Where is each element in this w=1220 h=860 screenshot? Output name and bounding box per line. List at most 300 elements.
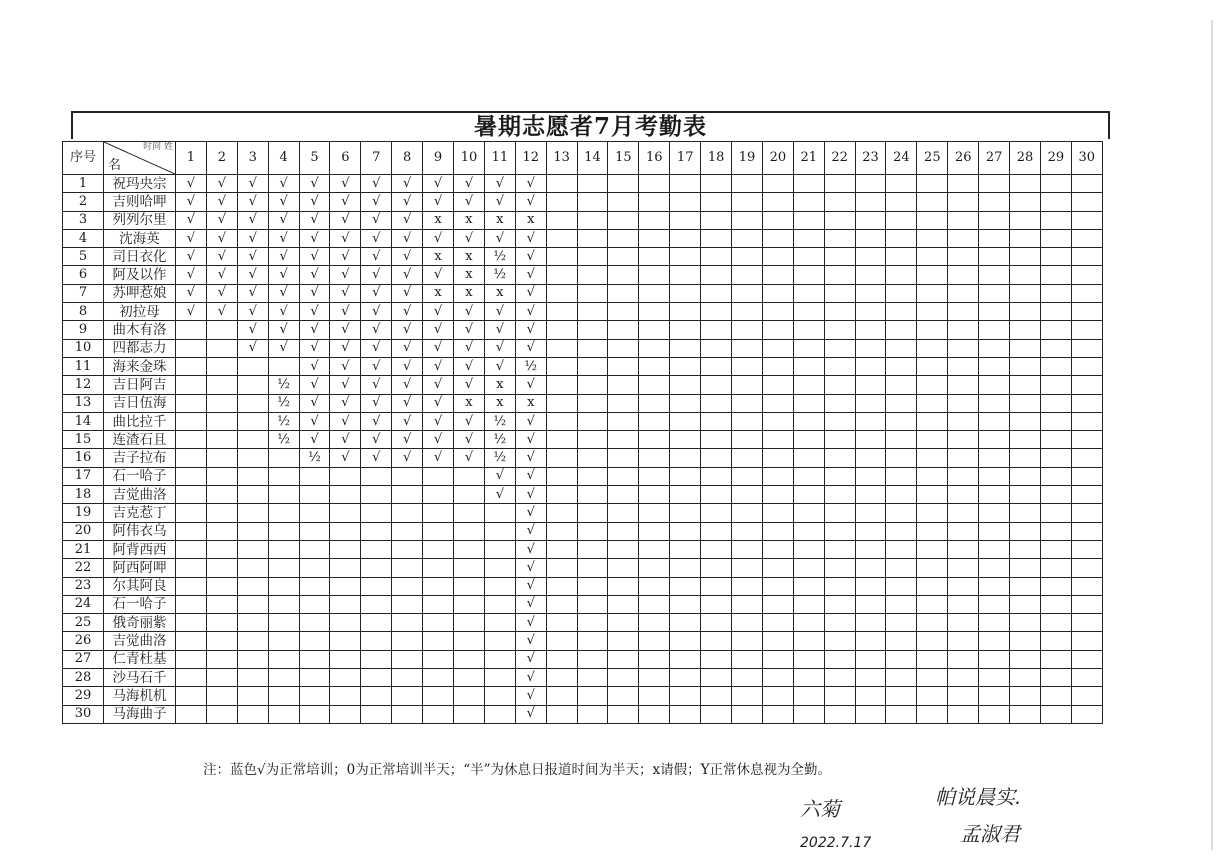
attendance-cell bbox=[701, 394, 732, 412]
attendance-cell bbox=[979, 376, 1010, 394]
attendance-cell bbox=[268, 449, 299, 467]
attendance-cell bbox=[577, 175, 608, 193]
attendance-cell bbox=[546, 467, 577, 485]
attendance-cell bbox=[917, 522, 948, 540]
attendance-cell bbox=[608, 614, 639, 632]
attendance-cell bbox=[639, 193, 670, 211]
attendance-cell bbox=[1010, 449, 1041, 467]
row-seq: 4 bbox=[63, 229, 104, 247]
row-name: 尔其阿良 bbox=[104, 577, 176, 595]
attendance-cell: √ bbox=[454, 357, 485, 375]
attendance-cell bbox=[1071, 412, 1102, 430]
attendance-cell bbox=[917, 376, 948, 394]
attendance-cell bbox=[608, 431, 639, 449]
attendance-cell bbox=[1071, 614, 1102, 632]
row-name: 苏呷惹娘 bbox=[104, 284, 176, 302]
row-name: 吉子拉布 bbox=[104, 449, 176, 467]
attendance-cell: √ bbox=[361, 394, 392, 412]
attendance-cell bbox=[299, 577, 330, 595]
attendance-cell bbox=[608, 376, 639, 394]
attendance-cell: x bbox=[454, 394, 485, 412]
attendance-cell bbox=[237, 522, 268, 540]
attendance-cell bbox=[762, 412, 793, 430]
header-day-20: 20 bbox=[762, 142, 793, 175]
attendance-cell: √ bbox=[392, 193, 423, 211]
row-name: 仁青杜基 bbox=[104, 650, 176, 668]
attendance-cell bbox=[886, 650, 917, 668]
attendance-cell: √ bbox=[515, 486, 546, 504]
attendance-cell bbox=[732, 357, 763, 375]
attendance-cell bbox=[670, 595, 701, 613]
attendance-cell bbox=[237, 577, 268, 595]
attendance-cell bbox=[979, 229, 1010, 247]
attendance-cell bbox=[546, 687, 577, 705]
attendance-cell bbox=[268, 669, 299, 687]
attendance-cell bbox=[732, 504, 763, 522]
attendance-cell bbox=[762, 284, 793, 302]
row-seq: 13 bbox=[63, 394, 104, 412]
attendance-cell: √ bbox=[330, 394, 361, 412]
attendance-cell bbox=[917, 650, 948, 668]
table-row bbox=[63, 175, 1103, 193]
attendance-cell bbox=[824, 357, 855, 375]
attendance-cell bbox=[917, 321, 948, 339]
attendance-cell bbox=[237, 394, 268, 412]
attendance-cell: x bbox=[454, 211, 485, 229]
row-name: 阿西阿呷 bbox=[104, 559, 176, 577]
attendance-cell bbox=[670, 522, 701, 540]
attendance-cell bbox=[855, 632, 886, 650]
attendance-cell bbox=[793, 504, 824, 522]
attendance-cell bbox=[237, 449, 268, 467]
attendance-cell: √ bbox=[330, 449, 361, 467]
attendance-cell bbox=[824, 577, 855, 595]
attendance-cell bbox=[639, 412, 670, 430]
attendance-cell: √ bbox=[454, 449, 485, 467]
attendance-cell bbox=[237, 540, 268, 558]
attendance-cell bbox=[917, 449, 948, 467]
attendance-cell: √ bbox=[361, 193, 392, 211]
attendance-cell bbox=[639, 266, 670, 284]
attendance-cell bbox=[979, 687, 1010, 705]
attendance-cell bbox=[1040, 394, 1071, 412]
attendance-cell: x bbox=[454, 266, 485, 284]
attendance-cell: √ bbox=[361, 321, 392, 339]
attendance-cell bbox=[979, 650, 1010, 668]
attendance-cell: √ bbox=[361, 211, 392, 229]
row-name: 吉日阿吉 bbox=[104, 376, 176, 394]
attendance-cell bbox=[484, 614, 515, 632]
attendance-cell bbox=[176, 559, 207, 577]
attendance-cell bbox=[670, 175, 701, 193]
attendance-cell bbox=[1010, 394, 1041, 412]
attendance-cell bbox=[701, 339, 732, 357]
row-seq: 17 bbox=[63, 467, 104, 485]
attendance-cell bbox=[608, 357, 639, 375]
attendance-cell bbox=[546, 522, 577, 540]
attendance-cell bbox=[268, 614, 299, 632]
attendance-cell bbox=[701, 559, 732, 577]
table-row bbox=[63, 394, 1103, 412]
attendance-cell bbox=[206, 705, 237, 723]
attendance-cell bbox=[206, 650, 237, 668]
attendance-cell bbox=[1071, 321, 1102, 339]
page-title: 暑期志愿者7月考勤表 bbox=[473, 113, 707, 140]
attendance-cell bbox=[732, 321, 763, 339]
attendance-cell bbox=[824, 376, 855, 394]
attendance-cell bbox=[701, 632, 732, 650]
attendance-cell bbox=[1010, 211, 1041, 229]
attendance-cell bbox=[886, 595, 917, 613]
attendance-cell: √ bbox=[330, 284, 361, 302]
attendance-cell bbox=[824, 339, 855, 357]
attendance-cell: √ bbox=[361, 357, 392, 375]
row-seq: 3 bbox=[63, 211, 104, 229]
attendance-cell bbox=[732, 614, 763, 632]
attendance-cell bbox=[917, 669, 948, 687]
attendance-cell bbox=[546, 357, 577, 375]
attendance-cell bbox=[855, 559, 886, 577]
legend-note: 注：蓝色√为正常培训；0为正常培训半天；“半”为休息日报道时间为半天；x请假；Y正常休息视为全勤。 bbox=[203, 762, 832, 778]
row-name: 吉克惹丁 bbox=[104, 504, 176, 522]
attendance-cell bbox=[546, 431, 577, 449]
attendance-cell bbox=[855, 211, 886, 229]
attendance-cell bbox=[639, 467, 670, 485]
attendance-cell bbox=[762, 486, 793, 504]
attendance-cell bbox=[824, 467, 855, 485]
attendance-cell bbox=[670, 449, 701, 467]
attendance-cell: √ bbox=[361, 248, 392, 266]
header-day-8: 8 bbox=[392, 142, 423, 175]
attendance-cell: √ bbox=[515, 467, 546, 485]
attendance-cell bbox=[1040, 449, 1071, 467]
attendance-cell bbox=[1040, 229, 1071, 247]
attendance-cell: √ bbox=[454, 339, 485, 357]
signature-3: 孟淑君 bbox=[960, 822, 1020, 846]
attendance-cell bbox=[546, 394, 577, 412]
attendance-cell bbox=[979, 467, 1010, 485]
attendance-cell: √ bbox=[423, 266, 454, 284]
attendance-cell: √ bbox=[237, 193, 268, 211]
attendance-cell: √ bbox=[515, 540, 546, 558]
row-seq: 21 bbox=[63, 540, 104, 558]
attendance-cell bbox=[639, 175, 670, 193]
attendance-cell bbox=[454, 650, 485, 668]
attendance-cell bbox=[732, 632, 763, 650]
attendance-cell bbox=[1071, 339, 1102, 357]
attendance-cell bbox=[176, 486, 207, 504]
attendance-cell bbox=[948, 595, 979, 613]
attendance-cell bbox=[176, 705, 207, 723]
attendance-cell bbox=[330, 467, 361, 485]
attendance-cell bbox=[1010, 632, 1041, 650]
attendance-cell bbox=[948, 687, 979, 705]
attendance-cell bbox=[670, 559, 701, 577]
attendance-cell bbox=[608, 449, 639, 467]
attendance-cell: √ bbox=[484, 357, 515, 375]
attendance-cell: √ bbox=[454, 303, 485, 321]
attendance-cell bbox=[608, 540, 639, 558]
attendance-cell bbox=[577, 339, 608, 357]
attendance-cell bbox=[793, 394, 824, 412]
table-row bbox=[63, 412, 1103, 430]
attendance-cell bbox=[917, 504, 948, 522]
attendance-cell bbox=[670, 211, 701, 229]
attendance-cell bbox=[824, 431, 855, 449]
attendance-cell bbox=[546, 577, 577, 595]
attendance-cell bbox=[1010, 467, 1041, 485]
attendance-cell bbox=[732, 248, 763, 266]
attendance-cell bbox=[423, 650, 454, 668]
attendance-cell bbox=[701, 614, 732, 632]
attendance-cell: √ bbox=[515, 504, 546, 522]
attendance-cell bbox=[546, 229, 577, 247]
attendance-cell bbox=[855, 229, 886, 247]
attendance-cell bbox=[701, 669, 732, 687]
attendance-cell bbox=[608, 632, 639, 650]
attendance-cell: √ bbox=[268, 321, 299, 339]
attendance-cell bbox=[639, 559, 670, 577]
attendance-cell bbox=[886, 705, 917, 723]
attendance-cell bbox=[701, 248, 732, 266]
attendance-cell bbox=[732, 339, 763, 357]
attendance-cell bbox=[206, 449, 237, 467]
header-day-21: 21 bbox=[793, 142, 824, 175]
attendance-cell bbox=[392, 559, 423, 577]
attendance-cell: √ bbox=[423, 229, 454, 247]
attendance-cell: √ bbox=[206, 193, 237, 211]
attendance-cell bbox=[423, 595, 454, 613]
attendance-cell bbox=[1071, 175, 1102, 193]
attendance-cell bbox=[299, 614, 330, 632]
table-row bbox=[63, 540, 1103, 558]
attendance-cell bbox=[206, 687, 237, 705]
attendance-cell bbox=[701, 193, 732, 211]
attendance-cell bbox=[577, 614, 608, 632]
attendance-cell bbox=[948, 577, 979, 595]
attendance-cell: √ bbox=[268, 303, 299, 321]
attendance-cell bbox=[330, 632, 361, 650]
attendance-cell bbox=[948, 284, 979, 302]
attendance-cell bbox=[577, 595, 608, 613]
header-day-3: 3 bbox=[237, 142, 268, 175]
header-day-16: 16 bbox=[639, 142, 670, 175]
attendance-cell bbox=[979, 248, 1010, 266]
attendance-cell bbox=[484, 632, 515, 650]
attendance-cell bbox=[732, 559, 763, 577]
attendance-cell: √ bbox=[361, 376, 392, 394]
attendance-cell bbox=[1010, 412, 1041, 430]
attendance-cell bbox=[423, 540, 454, 558]
attendance-cell: √ bbox=[515, 193, 546, 211]
attendance-cell: √ bbox=[515, 412, 546, 430]
attendance-cell bbox=[639, 248, 670, 266]
attendance-cell: √ bbox=[392, 303, 423, 321]
attendance-cell: √ bbox=[423, 357, 454, 375]
attendance-cell bbox=[577, 284, 608, 302]
row-name: 阿伟衣乌 bbox=[104, 522, 176, 540]
attendance-cell: √ bbox=[361, 175, 392, 193]
attendance-cell: √ bbox=[392, 339, 423, 357]
attendance-cell: √ bbox=[515, 577, 546, 595]
attendance-cell bbox=[237, 669, 268, 687]
table-row bbox=[63, 339, 1103, 357]
attendance-cell: √ bbox=[206, 229, 237, 247]
attendance-cell bbox=[701, 687, 732, 705]
attendance-cell: √ bbox=[392, 229, 423, 247]
attendance-cell bbox=[762, 632, 793, 650]
attendance-cell bbox=[176, 394, 207, 412]
attendance-cell bbox=[237, 595, 268, 613]
attendance-cell: √ bbox=[423, 412, 454, 430]
attendance-cell bbox=[1071, 669, 1102, 687]
attendance-cell: ½ bbox=[268, 376, 299, 394]
attendance-cell bbox=[1010, 559, 1041, 577]
attendance-cell bbox=[546, 504, 577, 522]
attendance-cell bbox=[824, 248, 855, 266]
attendance-cell: √ bbox=[515, 248, 546, 266]
attendance-cell: √ bbox=[330, 266, 361, 284]
attendance-cell bbox=[206, 357, 237, 375]
attendance-cell bbox=[793, 284, 824, 302]
row-name: 吉日伍海 bbox=[104, 394, 176, 412]
attendance-cell bbox=[701, 522, 732, 540]
attendance-cell bbox=[948, 467, 979, 485]
attendance-cell: √ bbox=[206, 266, 237, 284]
attendance-cell bbox=[546, 303, 577, 321]
attendance-cell: ½ bbox=[484, 248, 515, 266]
attendance-cell bbox=[546, 669, 577, 687]
attendance-cell bbox=[454, 577, 485, 595]
attendance-cell bbox=[454, 504, 485, 522]
attendance-cell bbox=[979, 559, 1010, 577]
attendance-cell bbox=[546, 412, 577, 430]
attendance-cell: √ bbox=[237, 175, 268, 193]
attendance-cell bbox=[762, 504, 793, 522]
attendance-cell bbox=[361, 705, 392, 723]
attendance-cell bbox=[237, 357, 268, 375]
attendance-cell bbox=[1071, 193, 1102, 211]
attendance-cell bbox=[917, 632, 948, 650]
attendance-cell bbox=[762, 376, 793, 394]
attendance-cell bbox=[793, 449, 824, 467]
attendance-cell bbox=[670, 339, 701, 357]
attendance-cell bbox=[762, 467, 793, 485]
attendance-cell bbox=[577, 431, 608, 449]
attendance-cell bbox=[299, 559, 330, 577]
attendance-cell bbox=[1071, 687, 1102, 705]
attendance-cell bbox=[793, 540, 824, 558]
attendance-cell bbox=[701, 284, 732, 302]
attendance-cell: √ bbox=[515, 321, 546, 339]
attendance-cell: √ bbox=[330, 303, 361, 321]
row-name: 吉觉曲洛 bbox=[104, 486, 176, 504]
attendance-cell: √ bbox=[515, 175, 546, 193]
attendance-cell: √ bbox=[361, 284, 392, 302]
attendance-cell bbox=[855, 284, 886, 302]
attendance-cell bbox=[979, 266, 1010, 284]
attendance-cell bbox=[793, 339, 824, 357]
attendance-cell bbox=[979, 211, 1010, 229]
attendance-cell bbox=[639, 705, 670, 723]
attendance-cell bbox=[886, 284, 917, 302]
header-day-22: 22 bbox=[824, 142, 855, 175]
attendance-cell bbox=[639, 376, 670, 394]
attendance-cell bbox=[824, 669, 855, 687]
row-seq: 6 bbox=[63, 266, 104, 284]
attendance-cell bbox=[1010, 687, 1041, 705]
attendance-cell bbox=[608, 175, 639, 193]
attendance-cell bbox=[855, 175, 886, 193]
attendance-cell bbox=[917, 614, 948, 632]
attendance-cell bbox=[979, 522, 1010, 540]
row-name: 列列尔里 bbox=[104, 211, 176, 229]
attendance-cell bbox=[1071, 522, 1102, 540]
row-name: 马海曲子 bbox=[104, 705, 176, 723]
attendance-cell bbox=[670, 412, 701, 430]
attendance-cell bbox=[639, 431, 670, 449]
attendance-cell bbox=[423, 522, 454, 540]
table-row bbox=[63, 632, 1103, 650]
attendance-cell bbox=[608, 339, 639, 357]
attendance-cell: √ bbox=[176, 229, 207, 247]
attendance-cell: √ bbox=[299, 357, 330, 375]
attendance-cell bbox=[917, 248, 948, 266]
attendance-cell bbox=[608, 687, 639, 705]
attendance-cell bbox=[762, 321, 793, 339]
attendance-cell: √ bbox=[206, 248, 237, 266]
attendance-cell bbox=[732, 394, 763, 412]
attendance-cell bbox=[1010, 486, 1041, 504]
attendance-cell bbox=[330, 504, 361, 522]
attendance-cell bbox=[886, 193, 917, 211]
attendance-cell bbox=[577, 357, 608, 375]
attendance-cell bbox=[762, 650, 793, 668]
attendance-cell bbox=[979, 303, 1010, 321]
attendance-cell: √ bbox=[515, 614, 546, 632]
attendance-cell bbox=[176, 321, 207, 339]
attendance-cell: x bbox=[454, 284, 485, 302]
attendance-cell bbox=[361, 595, 392, 613]
attendance-cell: √ bbox=[299, 376, 330, 394]
attendance-cell: x bbox=[484, 376, 515, 394]
attendance-cell bbox=[206, 412, 237, 430]
attendance-cell: √ bbox=[515, 229, 546, 247]
attendance-cell bbox=[1010, 284, 1041, 302]
attendance-cell bbox=[886, 504, 917, 522]
row-name: 吉则哈呷 bbox=[104, 193, 176, 211]
attendance-cell bbox=[1071, 376, 1102, 394]
attendance-cell bbox=[639, 504, 670, 522]
attendance-cell bbox=[268, 522, 299, 540]
attendance-cell: √ bbox=[299, 394, 330, 412]
attendance-cell bbox=[639, 486, 670, 504]
attendance-cell bbox=[762, 175, 793, 193]
attendance-cell bbox=[701, 577, 732, 595]
attendance-cell: √ bbox=[454, 431, 485, 449]
attendance-cell bbox=[793, 431, 824, 449]
attendance-cell bbox=[608, 284, 639, 302]
attendance-cell bbox=[1040, 559, 1071, 577]
table-row bbox=[63, 211, 1103, 229]
attendance-cell bbox=[762, 193, 793, 211]
header-day-18: 18 bbox=[701, 142, 732, 175]
attendance-cell bbox=[917, 412, 948, 430]
attendance-cell: ½ bbox=[484, 412, 515, 430]
attendance-cell bbox=[732, 229, 763, 247]
attendance-cell bbox=[639, 687, 670, 705]
attendance-cell bbox=[361, 577, 392, 595]
